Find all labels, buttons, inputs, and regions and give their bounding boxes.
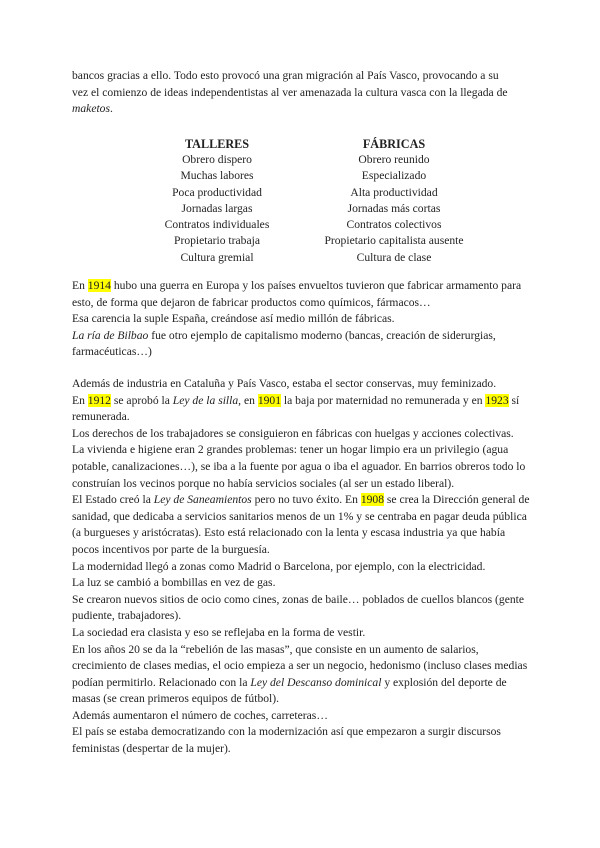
paragraph: En 1912 se aprobó la Ley de la silla, en 1901 la baja por maternidad no remunerada y en 1923 sí remunerada. [72,393,520,424]
talleres-item: Muchas labores [180,169,254,183]
highlight-year: 1912 [87,393,111,407]
intro-line-1: bancos gracias a ello. Todo esto provocó una gran migración al País Vasco, provocando a su [72,69,499,82]
talleres-column [122,136,312,266]
fabricas-item: Contratos colectivos [346,218,442,232]
intro-line-2: vez el comienzo de ideas independentistas al ver amenazada la cultura vasca con la llegada de [72,85,508,99]
talleres-item: Contratos individuales [164,218,270,232]
talleres-item: Jornadas largas [181,201,253,215]
fabricas-item: Cultura de clase [356,250,432,264]
paragraph: La luz se cambió a bombillas en vez de gas. [72,576,276,590]
fabricas-item: Jornadas más cortas [347,201,441,215]
paragraph: La vivienda e higiene eran 2 grandes problemas: tener un hogar limpio era un privilegio (agua potable, canalizaciones…), se iba a la fuente por agua o iba el aguador. En barrios obreros todo lo construían los vecinos porque no había servicios sociales (al ser un estado liberal). [72,443,526,490]
highlight-year: 1908 [360,493,385,507]
paragraph: La sociedad era clasista y eso se reflejaba en la forma de vestir. [72,625,366,639]
section-industry [72,376,530,758]
talleres-heading: TALLERES [184,137,250,151]
paragraph: Los derechos de los trabajadores se consiguieron en fábricas con huelgas y acciones colectivas. [72,426,514,440]
highlight-year: 1923 [485,393,509,407]
paragraph: Esa carencia la suple España, creándose así medio millón de fábricas. [72,312,395,326]
fabricas-heading: FÁBRICAS [362,137,426,151]
paragraph: Se crearon nuevos sitios de ocio como cines, zonas de baile… poblados de cuellos blancos (gente pudiente, trabajadores). [72,592,525,623]
paragraph: Además aumentaron el número de coches, carreteras… [72,708,328,722]
talleres-item: Cultura gremial [180,250,254,264]
fabricas-item: Especializado [361,169,427,183]
paragraph: La modernidad llegó a zonas como Madrid o Barcelona, por ejemplo, con la electricidad. [72,559,486,573]
paragraph: El Estado creó la Ley de Saneamientos pero no tuvo éxito. En 1908 se crea la Dirección general de sanidad, que dedicaba a servicios sanitarios menos de un 1% y se centraba en pagar deuda pública (a burgueses y aristócratas). Esto está relacionado con la lenta y escasa industria ya que había pocos incentivos por parte de la burguesía. [72,493,530,556]
highlight-year: 1901 [257,393,281,407]
comparison-table [72,136,530,266]
intro-paragraph: bancos gracias a ello. Todo esto provocó una gran migración al País Vasco, provocando a su vez el comienzo de ideas independentistas al ver amenazada la cultura vasca con la llegada de maketos. [72,69,508,116]
paragraph: Además de industria en Cataluña y País Vasco, estaba el sector conservas, muy feminizado. [72,377,497,390]
intro-italic-term: maketos [72,102,110,116]
fabricas-item: Propietario capitalista ausente [324,234,464,248]
fabricas-column [294,136,494,266]
highlight-year: 1914 [87,279,111,292]
fabricas-item: Alta productividad [350,185,438,199]
talleres-item: Propietario trabaja [174,234,260,248]
paragraph: En 1914 hubo una guerra en Europa y los países envueltos tuvieron que fabricar armamento para esto, de forma que dejaron de fabricar productos como químicos, fármacos… [72,279,522,309]
talleres-item: Poca productividad [172,185,262,199]
talleres-item: Obrero dispero [182,153,252,166]
paragraph: En los años 20 se da la “rebelión de las masas”, que consiste en un aumento de salarios, crecimiento de clases medias, el ocio empieza a ser un negocio, hedonismo (incluso clases medias podían permitirlo. Relacionado con la Ley del Descanso dominical y explosión del deporte de masas (se crean primeros equipos de fútbol). [72,642,528,706]
fabricas-item: Obrero reunido [358,153,430,166]
paragraph: El país se estaba democratizando con la modernización así que empezaron a surgir discursos feministas (despertar de la mujer). [72,725,501,756]
section-war [72,278,530,361]
paragraph: La ría de Bilbao fue otro ejemplo de capitalismo moderno (bancas, creación de siderurgias, farmacéuticas…) [72,328,496,359]
